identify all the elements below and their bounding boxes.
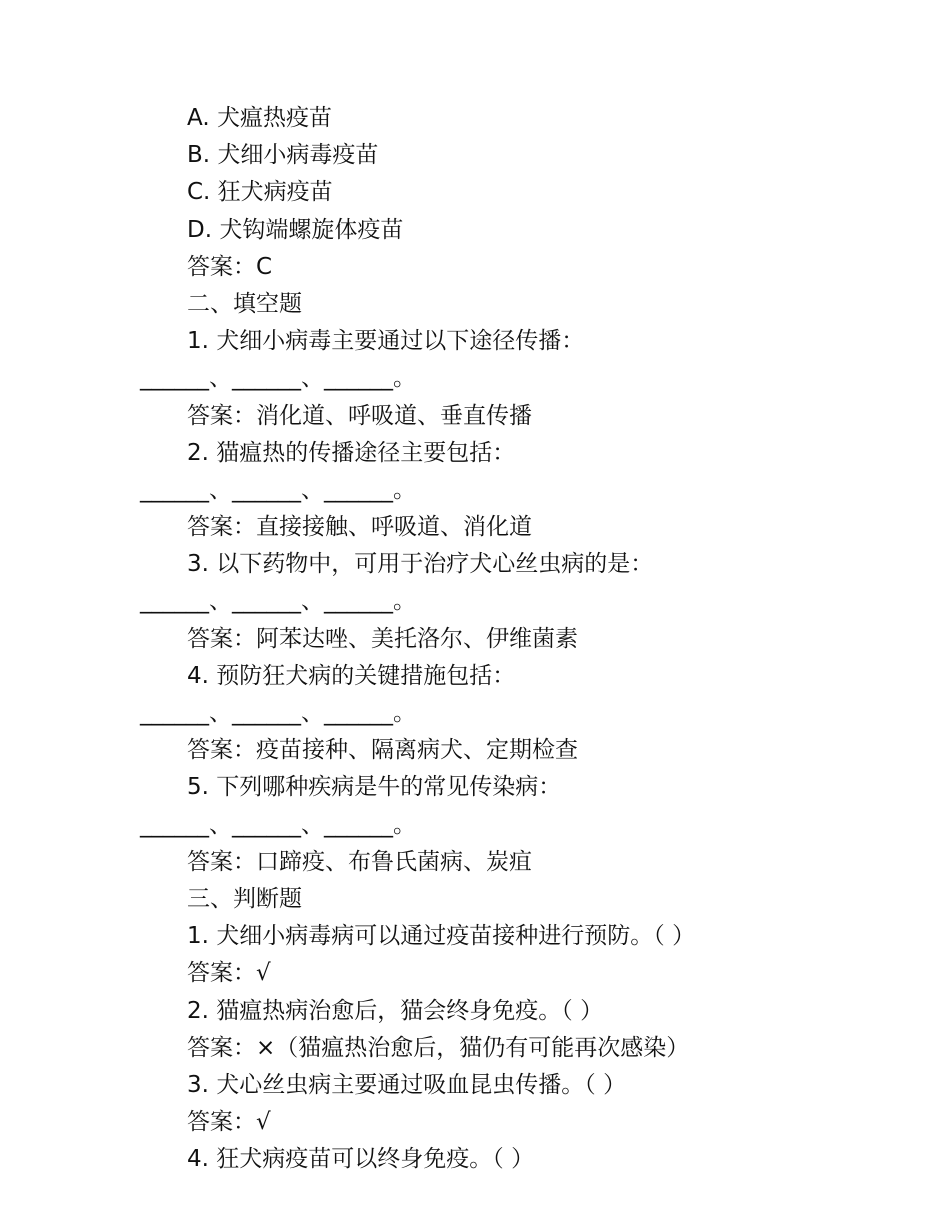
fill-answer-4: 答案：疫苗接种、隔离病犬、定期检查 xyxy=(187,737,578,764)
fill-question-1: 1. 犬细小病毒主要通过以下途径传播： xyxy=(187,328,585,355)
fill-answer-5: 答案：口蹄疫、布鲁氏菌病、炭疽 xyxy=(187,848,532,875)
choice-option-d: D. 犬钩端螺旋体疫苗 xyxy=(187,216,404,243)
section-heading-true-false: 三、判断题 xyxy=(187,885,302,912)
fill-blanks-1: ______、______、______。 xyxy=(140,365,416,392)
fill-question-4: 4. 预防狂犬病的关键措施包括： xyxy=(187,662,516,689)
fill-blanks-3: ______、______、______。 xyxy=(140,588,416,615)
section-heading-fill-in: 二、填空题 xyxy=(187,290,302,317)
fill-answer-1: 答案：消化道、呼吸道、垂直传播 xyxy=(187,402,532,429)
judge-question-2: 2. 猫瘟热病治愈后，猫会终身免疫。（ ） xyxy=(187,997,604,1024)
fill-blanks-4: ______、______、______。 xyxy=(140,700,416,726)
document-page xyxy=(0,100,950,1178)
choice-option-a: A. 犬瘟热疫苗 xyxy=(187,105,332,131)
judge-question-1: 1. 犬细小病毒病可以通过疫苗接种进行预防。（ ） xyxy=(187,923,696,950)
choice-option-c: C. 狂犬病疫苗 xyxy=(187,179,333,206)
judge-answer-1: 答案：√ xyxy=(187,960,271,987)
choice-option-b: B. 犬细小病毒疫苗 xyxy=(187,142,379,169)
fill-answer-3: 答案：阿苯达唑、美托洛尔、伊维菌素 xyxy=(187,625,578,652)
fill-blanks-5: ______、______、______。 xyxy=(140,811,416,838)
fill-question-3: 3. 以下药物中，可用于治疗犬心丝虫病的是： xyxy=(187,551,654,578)
fill-answer-2: 答案：直接接触、呼吸道、消化道 xyxy=(187,514,532,541)
judge-question-3: 3. 犬心丝虫病主要通过吸血昆虫传播。（ ） xyxy=(187,1071,627,1098)
judge-answer-3: 答案：√ xyxy=(187,1109,271,1136)
fill-blanks-2: ______、______、______。 xyxy=(140,476,416,503)
choice-answer: 答案：C xyxy=(187,253,273,280)
judge-question-4: 4. 狂犬病疫苗可以终身免疫。（ ） xyxy=(187,1146,535,1173)
fill-question-5: 5. 下列哪种疾病是牛的常见传染病： xyxy=(187,774,562,801)
fill-question-2: 2. 猫瘟热的传播途径主要包括： xyxy=(187,439,516,466)
judge-answer-2: 答案：×（猫瘟热治愈后，猫仍有可能再次感染） xyxy=(187,1034,690,1061)
